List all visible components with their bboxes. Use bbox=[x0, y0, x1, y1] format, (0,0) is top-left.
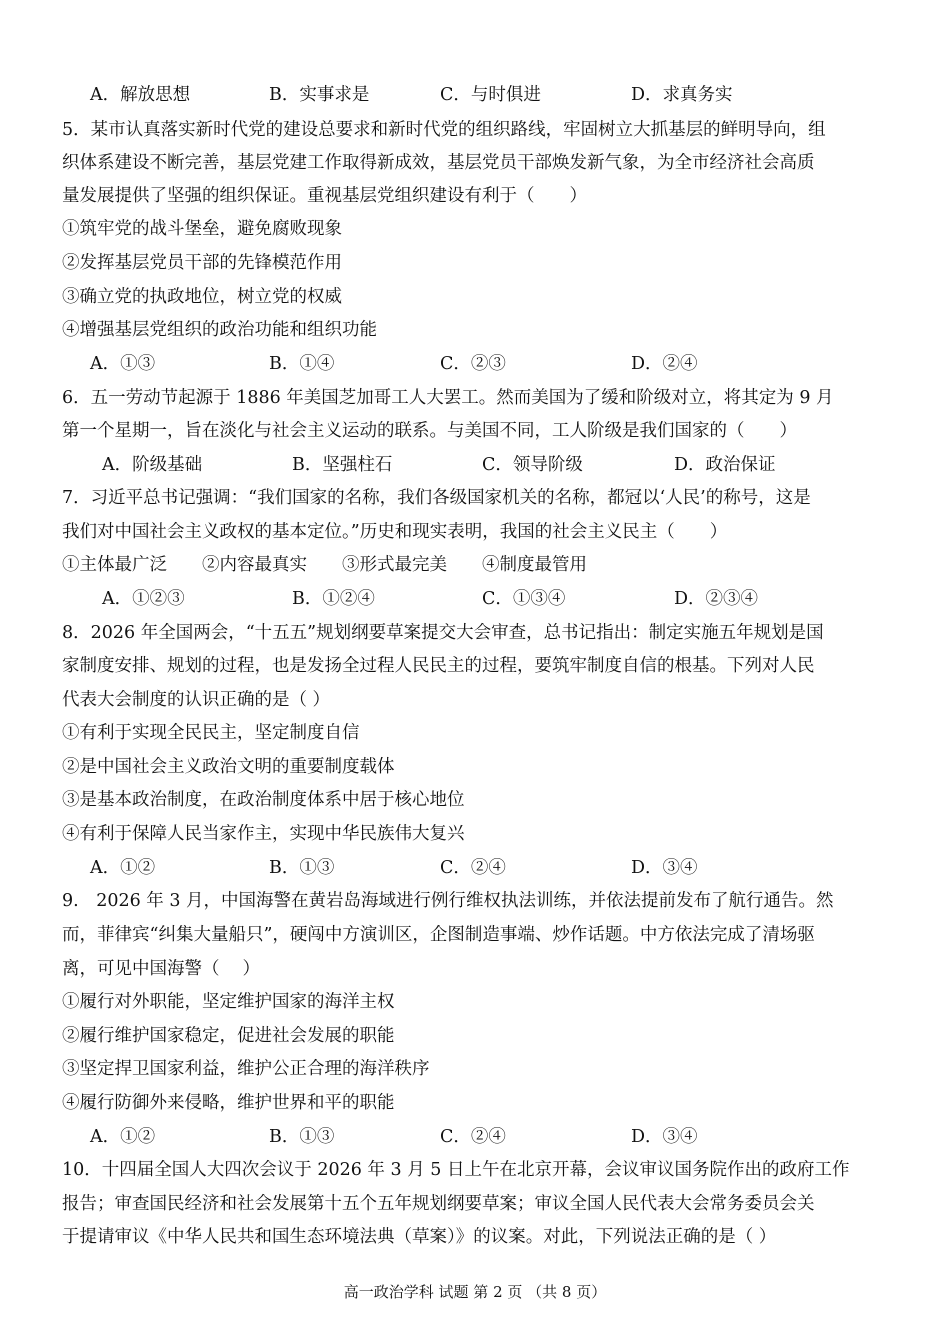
q6-option-a: A．阶级基础 bbox=[102, 455, 203, 475]
q8-option-b: B．①③ bbox=[269, 858, 335, 878]
q7-option-b: B．①②④ bbox=[292, 589, 375, 609]
q8-stem-line-1: 8．2026 年全国两会，“十五五”规划纲要草案提交大会审查，总书记指出：制定实施五年规划是国 bbox=[62, 623, 824, 643]
q8-statement-3: ③是基本政治制度，在政治制度体系中居于核心地位 bbox=[62, 790, 465, 810]
q7-stem-line-2: 我们对中国社会主义政权的基本定位。”历史和现实表明，我国的社会主义民主（ ） bbox=[62, 522, 728, 542]
q8-option-a: A．①② bbox=[90, 858, 156, 878]
q9-stem-line-3: 离，可见中国海警（ ） bbox=[62, 959, 261, 979]
q4-option-c: C．与时俱进 bbox=[440, 85, 541, 105]
q4-option-a: A．解放思想 bbox=[90, 85, 191, 105]
q5-stem-line-3: 量发展提供了坚强的组织保证。重视基层党组织建设有利于（ ） bbox=[62, 186, 587, 206]
q9-option-c: C．②④ bbox=[440, 1127, 506, 1147]
q9-statement-2: ②履行维护国家稳定，促进社会发展的职能 bbox=[62, 1026, 395, 1046]
q6-option-b: B．坚强柱石 bbox=[292, 455, 393, 475]
q8-statement-2: ②是中国社会主义政治文明的重要制度载体 bbox=[62, 757, 395, 777]
q9-stem-line-1: 9. 2026 年 3 月，中国海警在黄岩岛海域进行例行维权执法训练，并依法提前发布了航行通告。然 bbox=[62, 891, 834, 911]
q5-statement-4: ④增强基层党组织的政治功能和组织功能 bbox=[62, 320, 377, 340]
q9-option-a: A．①② bbox=[90, 1127, 156, 1147]
q9-statement-1: ①履行对外职能，坚定维护国家的海洋主权 bbox=[62, 992, 395, 1012]
q8-option-d: D．③④ bbox=[631, 858, 698, 878]
q5-stem-line-2: 织体系建设不断完善，基层党建工作取得新成效，基层党员干部焕发新气象，为全市经济社会高质 bbox=[62, 153, 815, 173]
q10-stem-line-1: 10．十四届全国人大四次会议于 2026 年 3 月 5 日上午在北京开幕，会议审议国务院作出的政府工作 bbox=[62, 1160, 850, 1180]
page-footer: 高一政治学科 试题 第 2 页 （共 8 页） bbox=[343, 1283, 607, 1301]
q4-option-b: B．实事求是 bbox=[269, 85, 370, 105]
q5-option-a: A．①③ bbox=[90, 354, 156, 374]
q7-option-d: D．②③④ bbox=[674, 589, 759, 609]
q9-statement-3: ③坚定捍卫国家利益，维护公正合理的海洋秩序 bbox=[62, 1059, 430, 1079]
q4-option-d: D．求真务实 bbox=[631, 85, 733, 105]
q9-option-b: B．①③ bbox=[269, 1127, 335, 1147]
q5-option-c: C．②③ bbox=[440, 354, 506, 374]
q7-option-c: C．①③④ bbox=[482, 589, 566, 609]
q6-stem-line-1: 6．五一劳动节起源于 1886 年美国芝加哥工人大罢工。然而美国为了缓和阶级对立，将其定为 9 月 bbox=[62, 388, 834, 408]
q6-option-d: D．政治保证 bbox=[674, 455, 776, 475]
q10-stem-line-2: 报告；审查国民经济和社会发展第十五个五年规划纲要草案；审议全国人民代表大会常务委员会关 bbox=[62, 1194, 815, 1214]
q5-statement-3: ③确立党的执政地位，树立党的权威 bbox=[62, 287, 342, 307]
q5-statement-2: ②发挥基层党员干部的先锋模范作用 bbox=[62, 253, 342, 273]
q5-option-b: B．①④ bbox=[269, 354, 335, 374]
q10-stem-line-3: 于提请审议《中华人民共和国生态环境法典（草案）》的议案。对此，下列说法正确的是（ ） bbox=[62, 1227, 777, 1247]
q8-stem-line-2: 家制度安排、规划的过程，也是发扬全过程人民民主的过程，要筑牢制度自信的根基。下列对人民 bbox=[62, 656, 815, 676]
q9-statement-4: ④履行防御外来侵略，维护世界和平的职能 bbox=[62, 1093, 395, 1113]
q8-option-c: C．②④ bbox=[440, 858, 506, 878]
q9-option-d: D．③④ bbox=[631, 1127, 698, 1147]
q5-option-d: D．②④ bbox=[631, 354, 698, 374]
q9-stem-line-2: 而，菲律宾“纠集大量船只”，硬闯中方演训区，企图制造事端、炒作话题。中方依法完成了清场驱 bbox=[62, 925, 815, 945]
q8-statement-1: ①有利于实现全民民主，坚定制度自信 bbox=[62, 723, 360, 743]
q7-option-a: A．①②③ bbox=[102, 589, 185, 609]
q7-stem-line-1: 7．习近平总书记强调：“我们国家的名称，我们各级国家机关的名称，都冠以‘人民’的称号，这是 bbox=[62, 488, 811, 508]
q5-stem-line-1: 5．某市认真落实新时代党的建设总要求和新时代党的组织路线，牢固树立大抓基层的鲜明导向，组 bbox=[62, 120, 826, 140]
q8-statement-4: ④有利于保障人民当家作主，实现中华民族伟大复兴 bbox=[62, 824, 465, 844]
q7-statements: ①主体最广泛 ②内容最真实 ③形式最完美 ④制度最管用 bbox=[62, 555, 587, 575]
q6-stem-line-2: 第一个星期一，旨在淡化与社会主义运动的联系。与美国不同，工人阶级是我们国家的（ ） bbox=[62, 421, 797, 441]
q8-stem-line-3: 代表大会制度的认识正确的是（ ） bbox=[62, 690, 331, 710]
q5-statement-1: ①筑牢党的战斗堡垒，避免腐败现象 bbox=[62, 219, 342, 239]
q6-option-c: C．领导阶级 bbox=[482, 455, 583, 475]
